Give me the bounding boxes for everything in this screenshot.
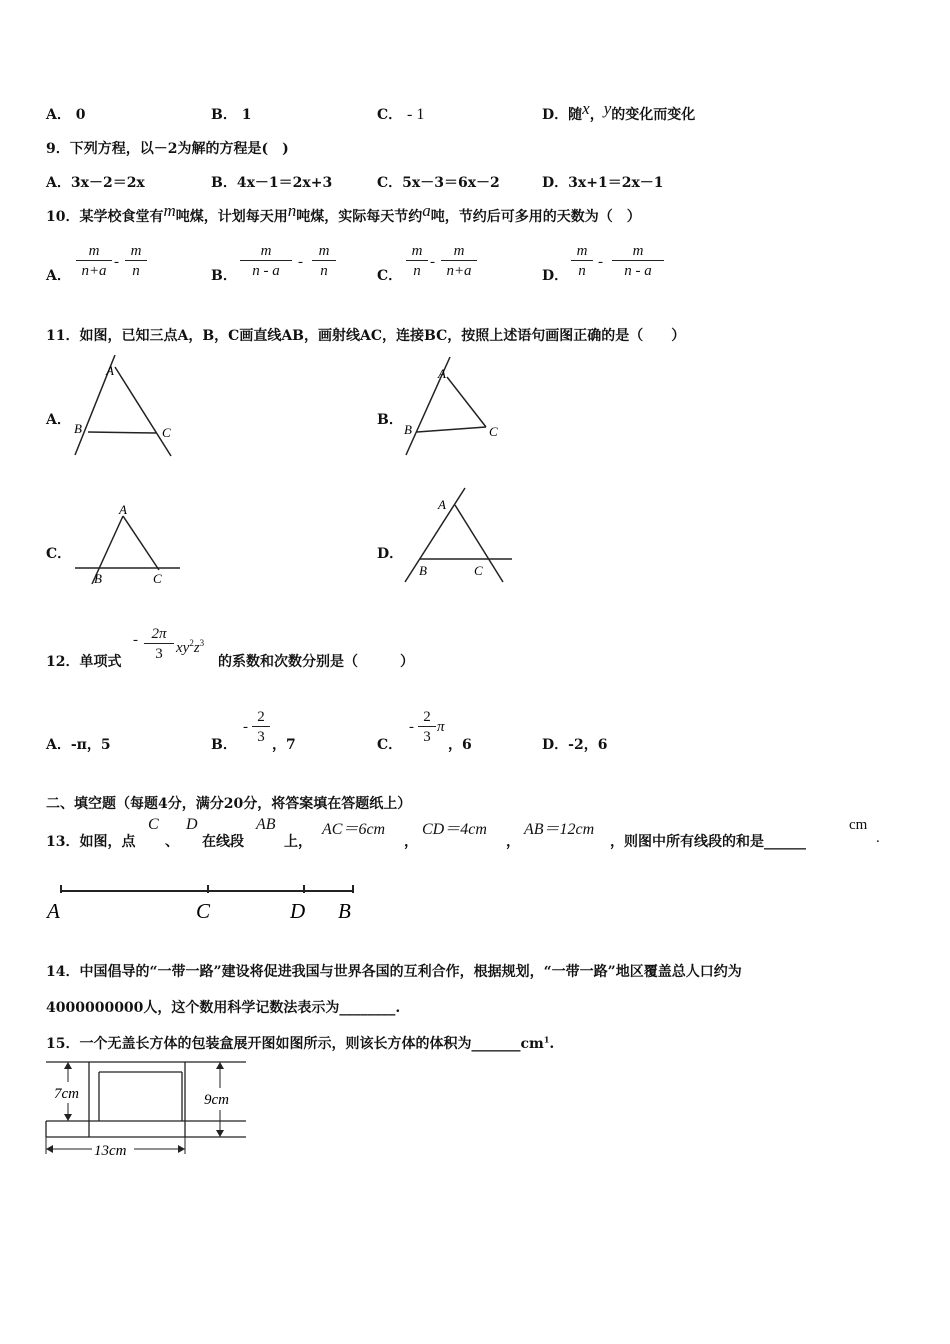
q12-b-neg: - xyxy=(243,719,248,735)
q12-b-frac: $\frac{2}{3}$ xyxy=(252,708,270,747)
q10-b-frac2: $\frac{m}{n}$ xyxy=(312,242,336,281)
q11-option-a-label: A． xyxy=(46,412,71,428)
q10-option-a-label: A． xyxy=(46,268,71,284)
svg-text:C: C xyxy=(474,563,483,578)
q13-segment-ab: AB xyxy=(256,816,276,833)
svg-text:A: A xyxy=(47,899,60,923)
q13-segment-figure xyxy=(44,880,364,925)
q10-a-frac2: $\frac{m}{n}$ xyxy=(125,242,147,281)
svg-text:B: B xyxy=(338,899,351,923)
q13-eq-ac: AC＝6cm xyxy=(322,821,386,838)
q12-b-tail: ，7 xyxy=(272,737,296,753)
q8-option-a: A． 0 xyxy=(46,107,86,123)
q11-figure-a xyxy=(68,355,188,460)
q12-neg-sign: - xyxy=(133,632,138,648)
q13-sep: 、 xyxy=(165,834,179,850)
q12-c-neg: - xyxy=(409,719,414,735)
svg-text:9cm: 9cm xyxy=(204,1092,229,1108)
q14-line-1: 14．中国倡导的“一带一路”建设将促进我国与世界各国的互利合作，根据规划，“一带一路”地区覆盖总人口约为 xyxy=(46,964,742,980)
svg-text:D: D xyxy=(290,899,306,923)
q10-d-frac1: $\frac{m}{n}$ xyxy=(571,242,593,281)
q13-eq-ab: AB＝12cm xyxy=(524,821,595,838)
svg-text:A: A xyxy=(119,502,127,517)
q12-monomial: $xy^2z^3$ xyxy=(176,638,205,656)
q12-option-d: D．-2，6 xyxy=(542,737,608,753)
q13-comma-1: ， xyxy=(404,834,418,850)
q10-b-frac1: $\frac{m}{n - a}$ xyxy=(240,242,292,281)
q11-figure-c xyxy=(70,500,185,590)
svg-text:B: B xyxy=(419,563,427,578)
q13-point-c: C xyxy=(148,816,159,833)
q9-stem: 9．下列方程，以－2为解的方程是( ) xyxy=(46,141,289,157)
q14-line-2: 4000000000人，这个数用科学记数法表示为________. xyxy=(46,1000,401,1016)
q12-c-frac: $\frac{2}{3}$ xyxy=(418,708,436,747)
q11-option-b-label: B． xyxy=(377,412,403,428)
q10-option-c-label: C． xyxy=(377,268,403,284)
q13-stem-end: ，则图中所有线段的和是______ xyxy=(610,834,806,850)
q10-a-frac1: $\frac{m}{n+a}$ xyxy=(76,242,112,281)
q12-option-b-label: B． xyxy=(211,737,237,753)
q9-option-b: B．4x－1＝2x+3 xyxy=(211,175,333,191)
q13-period: . xyxy=(876,830,880,846)
q13-comma-2: ， xyxy=(506,834,520,850)
q11-figure-d xyxy=(400,487,515,587)
q15-box-net-figure xyxy=(44,1058,254,1158)
q10-d-minus: - xyxy=(598,254,603,270)
q9-option-a: A．3x－2＝2x xyxy=(46,175,145,191)
q12-c-pi: π xyxy=(437,719,445,735)
q11-option-c-label: C． xyxy=(46,546,72,562)
q12-coef-frac: $\frac{2\pi}{3}$ xyxy=(144,625,174,664)
q10-c-frac1: $\frac{m}{n}$ xyxy=(406,242,428,281)
q13-eq-cd: CD＝4cm xyxy=(422,821,487,838)
q13-stem-mid: 在线段 xyxy=(202,834,244,850)
svg-text:A: A xyxy=(438,497,446,512)
q11-stem: 11．如图，已知三点A，B，C画直线AB，画射线AC，连接BC，按照上述语句画图正确的是（ ） xyxy=(46,328,686,344)
section-2-title: 二、填空题（每题4分，满分20分，将答案填在答题纸上） xyxy=(46,796,412,812)
svg-text:13cm: 13cm xyxy=(94,1143,127,1158)
q8-option-c: C． - 1 xyxy=(377,106,425,123)
q13-point-d: D xyxy=(186,816,198,833)
q11-option-d-label: D． xyxy=(377,546,404,562)
q8-option-d: D．随x，y的变化而变化 xyxy=(542,99,696,123)
svg-text:C: C xyxy=(489,424,498,439)
svg-text:7cm: 7cm xyxy=(54,1086,79,1102)
q10-c-frac2: $\frac{m}{n+a}$ xyxy=(441,242,477,281)
svg-text:C: C xyxy=(196,899,211,923)
svg-text:C: C xyxy=(162,425,171,440)
q12-stem-end: 的系数和次数分别是（ ） xyxy=(218,654,414,670)
q9-option-c: C．5x－3＝6x－2 xyxy=(377,175,500,191)
q10-stem: 10．某学校食堂有m吨煤，计划每天用n吨煤，实际每天节约a吨，节约后可多用的天数为（ ） xyxy=(46,201,641,225)
q11-figure-b xyxy=(400,355,510,460)
svg-text:B: B xyxy=(94,571,102,586)
q10-option-b-label: B． xyxy=(211,268,237,284)
svg-text:B: B xyxy=(404,422,412,437)
svg-text:C: C xyxy=(153,571,162,586)
q10-d-frac2: $\frac{m}{n - a}$ xyxy=(612,242,664,281)
q12-option-a: A．-π，5 xyxy=(46,737,111,753)
svg-text:A: A xyxy=(438,366,446,381)
q13-unit: cm xyxy=(849,817,868,833)
q8-option-b: B． 1 xyxy=(211,107,252,123)
q10-option-d-label: D． xyxy=(542,268,569,284)
q13-stem-start: 13．如图，点 xyxy=(46,834,136,850)
q10-b-minus: - xyxy=(298,254,303,270)
svg-text:A: A xyxy=(106,363,114,378)
svg-text:B: B xyxy=(74,421,82,436)
q12-stem-start: 12．单项式 xyxy=(46,654,122,670)
q13-stem-on: 上， xyxy=(284,834,312,850)
q10-c-minus: - xyxy=(430,254,435,270)
q15-stem: 15．一个无盖长方体的包装盒展开图如图所示，则该长方体的体积为$\_\_\_\_\_\_\_cm^1$. xyxy=(46,1034,555,1052)
q10-a-minus: - xyxy=(114,254,119,270)
q12-option-c-label: C． xyxy=(377,737,403,753)
q12-c-tail: ，6 xyxy=(448,737,472,753)
q9-option-d: D．3x+1＝2x－1 xyxy=(542,175,664,191)
